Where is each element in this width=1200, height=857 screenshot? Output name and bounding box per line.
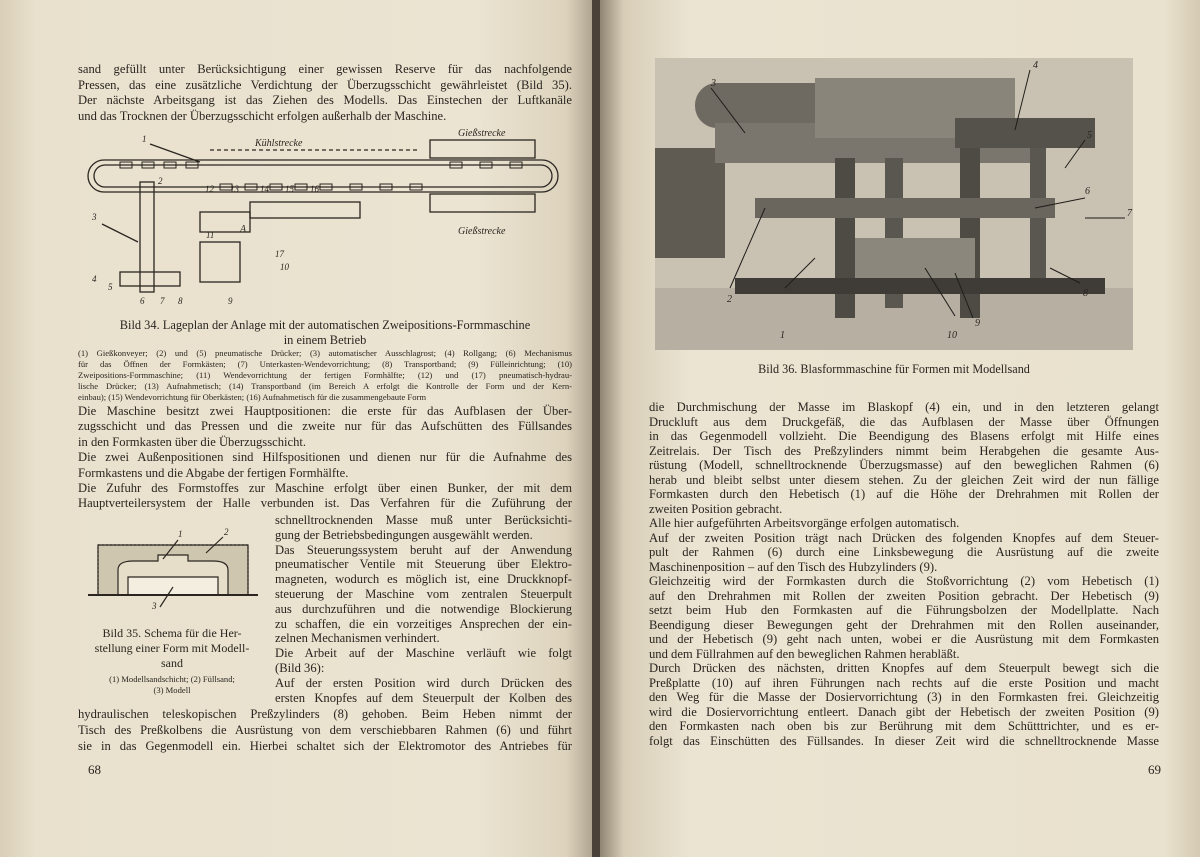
fig35-number: 2: [224, 527, 229, 537]
text-line: für das Öffnen der Formkästen; (7) Unterkasten-Wendevorrichtung; (8) Transportband; (9) Fülleinrichtung; (10): [78, 359, 572, 369]
body-paragraphs: [649, 400, 1159, 748]
text-line: Maschinenposition – auf den Tisch des Hubzylinders (9).: [649, 559, 938, 574]
caption-legend: (1) Modellsandschicht; (2) Füllsand;: [109, 674, 235, 684]
left-page: [0, 0, 596, 857]
text-line: zweiten Position gebracht.: [649, 501, 783, 516]
text-line: Das Steuerungssystem beruht auf der Anwendung: [275, 542, 572, 557]
text-line: Zeitrelais. Der Tisch des Preßzylinders nimmt beim Herabgehen die gesamte Aus-: [649, 443, 1159, 458]
text-line: und der Hebetisch (9) geht nach unten, wobei er die Ausrüstung mit dem Formkasten: [649, 632, 1159, 646]
caption-line: stellung einer Form mit Modell-: [94, 641, 250, 655]
text-line: einbau); (15) Wendevorrichtung für Oberkästen; (16) Aufnahmetisch für die zusammengebaute Form: [78, 392, 427, 402]
text-line: Alle hier aufgeführten Arbeitsvorgänge erfolgen automatisch.: [649, 516, 960, 530]
figure-number-label: 13: [230, 184, 239, 194]
figure-34-caption: [78, 318, 572, 348]
figure-number-label: 1: [780, 330, 785, 341]
text-line: zelnen Mechanismen verhindert.: [275, 631, 440, 646]
figure-number-label: 3: [711, 78, 716, 89]
figure-number-label: 2: [158, 176, 163, 186]
figure-35-caption: [80, 626, 264, 696]
text-line: pneumatischer Ventile mit Steuerung über Elektro-: [275, 557, 572, 572]
figure-number-label: 9: [975, 318, 980, 329]
text-line: magneten, wodurch es möglich ist, eine Druckknopf-: [275, 572, 572, 587]
figure-number-label: 8: [178, 296, 183, 306]
figure-number-label: 16: [310, 184, 319, 194]
text-line: die Durchmischung der Masse im Blaskopf (4) ein, und in den letzteren gelangt: [649, 400, 1159, 414]
text-line: und dem Füllrahmen auf den beweglichen Rahmen herabläßt.: [649, 646, 960, 661]
caption-line: Bild 35. Schema für die Her-: [102, 626, 242, 640]
text-line: Die Arbeit auf der Maschine verläuft wie folgt: [275, 646, 572, 661]
text-line: Die Maschine besitzt zwei Hauptpositionen: die erste für das Aufblasen der Über-: [78, 404, 572, 418]
text-line: Formkastens und die Abgabe der fertigen Formhälfte.: [78, 465, 349, 480]
text-line: aus durchzuführen und die notwendige Blockierung: [275, 601, 572, 616]
text-line: setzt beim Hub den Formkasten auf die Führungsbolzen der Modellplatte. Nach: [649, 603, 1159, 617]
text-line: zu schaffen, die ein vorzeitiges Ansprechen der ein-: [275, 616, 572, 631]
text-line: Gleichzeitig wird der Formkasten durch die Stoßvorrichtung (2) vom Hebetisch (1): [649, 574, 1159, 588]
label-kuehlstrecke: Kühlstrecke: [255, 138, 303, 149]
figure-number-label: 8: [1083, 288, 1088, 299]
text-line: Die zwei Außenpositionen sind Hilfspositionen und dienen nur für die Aufnahme des: [78, 450, 572, 465]
text-line: Tisch des Preßkolbens die Ausrüstung von dem verschiebbaren Rahmen (6) und führt: [78, 723, 572, 737]
fig35-number: 3: [152, 601, 157, 610]
text-line: zugsschicht und das Pressen und die zweite nur für das Aufschütten des Füllsandes: [78, 419, 572, 434]
figure-34-legend: [78, 348, 572, 403]
text-line: herab und bleibt selbst unter diesem stehen. Zu der gleichen Zeit wird der nun fällige: [649, 472, 1159, 487]
text-line: Der nächste Arbeitsgang ist das Ziehen des Modells. Das Einstechen der Luftkanäle: [78, 93, 572, 108]
caption-line: Bild 34. Lageplan der Anlage mit der automatischen Zweipositions-Formmaschine: [119, 318, 531, 332]
figure-number-label: 3: [92, 212, 97, 222]
body-narrow-column: [275, 513, 572, 705]
text-line: sie in das Gegenmodell ein. Hierbei schaltet sich der Elektromotor des Antriebes für: [78, 739, 572, 753]
figure-number-label: 6: [140, 296, 145, 306]
text-line: Formkasten durch den Hebetisch (1) auf die Höhe der Drehrahmen mit Rollen der: [649, 487, 1159, 501]
right-page: [600, 0, 1200, 857]
body-end: [78, 706, 572, 754]
text-line: Druckluft aus dem Druckgefäß, die das Aufblasen der Masse über Öffnungen: [649, 414, 1159, 429]
text-line: gung der Betriebsbedingungen ausgewählt werden.: [275, 527, 533, 542]
text-line: steuerung der Maschine vom zentralen Steuerpult: [275, 586, 572, 601]
text-line: rüstung (Modell, schnelltrocknende Überzugsmasse) auf den beweglichen Rahmen (6): [649, 458, 1159, 472]
caption-line: sand: [161, 656, 183, 670]
text-line: Auf der ersten Position wird durch Drücken des: [275, 675, 572, 690]
text-line: lische Drücker; (13) Aufnahmetisch; (14) Transportband (im Bereich A erfolgt die Kontrolle der Form und der Kern-: [78, 381, 572, 391]
figure-number-label: 14: [260, 184, 269, 194]
text-line: in den Formkasten über die Überzugsschicht.: [78, 434, 307, 449]
figure-number-label: 7: [1127, 208, 1132, 219]
figure-number-label: 7: [160, 296, 165, 306]
text-line: Beendigung dieser Bewegungen geht der Drehrahmen mit den Rollen auseinander,: [649, 617, 1159, 632]
figure-number-label: 17: [275, 249, 284, 259]
label-giessstrecke-top: Gießstrecke: [458, 128, 506, 139]
text-line: Pressen, das eine zusätzliche Verdichtung der Überzugsschicht gewährleistet (Bild 35).: [78, 77, 572, 92]
text-line: Hauptverteilersystem der Halle verbunden ist. Das Verfahren für die Zuführung der: [78, 496, 572, 511]
label-area-a: A: [240, 224, 247, 235]
figure-number-label: 10: [280, 262, 289, 272]
text-line: pult der Rahmen (6) durch eine Linksbewegung die Ausrüstung auf die zweite: [649, 545, 1159, 559]
text-line: (Bild 36):: [275, 660, 325, 675]
text-line: Die Zufuhr des Formstoffes zur Maschine erfolgt über einen Bunker, der mit dem: [78, 480, 572, 495]
text-line: sand gefüllt unter Berücksichtigung einer gewissen Reserve für das nachfolgende: [78, 62, 572, 76]
figure-number-label: 2: [727, 294, 732, 305]
figure-number-label: 10: [947, 330, 957, 341]
caption-legend: (3) Modell: [153, 685, 191, 695]
figure-number-label: 4: [1033, 60, 1038, 71]
text-line: ersten Knopfes auf dem Steuerpult der Kolben des: [275, 690, 572, 705]
text-line: schnelltrocknenden Masse muß unter Berücksichti-: [275, 513, 572, 527]
text-line: den Formkasten nach oben bis zur Berührung mit dem Schütttrichter, und es er-: [649, 719, 1159, 733]
text-line: Auf der zweiten Position trägt nach Drücken des folgenden Knopfes auf dem Steuer-: [649, 530, 1159, 545]
figure-35-schema: [88, 525, 258, 610]
text-line: Zweipositions-Formmaschine; (11) Wendevorrichtung der fertigen Formhälfte; (12) und (17) pneumatisch-hydrau-: [78, 370, 572, 380]
figure-number-label: 15: [285, 184, 294, 194]
text-line: den Weg für die Masse der Dosiervorrichtung (3) in den Formkasten frei. Gleichzeitig: [649, 690, 1159, 704]
figure-number-label: 4: [92, 274, 97, 284]
text-line: in das Gegenmodell vollzieht. Die Beendigung des Blasens erfolgt mit Hilfe eines: [649, 429, 1159, 443]
text-line: auf den Drehrahmen mit Rollen der zweiten Position gebracht. Der Hebetisch (9): [649, 588, 1159, 603]
text-line: (1) Gießkonveyer; (2) und (5) pneumatische Drücker; (3) automatischer Ausschlagrost; (4) Rollgang; (6) Mechanismus: [78, 348, 572, 358]
label-giessstrecke-bottom: Gießstrecke: [458, 226, 506, 237]
figure-34-layout-plan: [80, 122, 580, 317]
figure-number-label: 5: [1087, 130, 1092, 141]
figure-36-caption: Bild 36. Blasformmaschine für Formen mit Modellsand: [758, 362, 1030, 376]
figure-number-label: 5: [108, 282, 113, 292]
fig35-number: 1: [178, 529, 183, 539]
figure-number-label: 1: [142, 134, 147, 144]
page-number: 68: [88, 762, 101, 777]
text-line: Durch Drücken des nächsten, dritten Knopfes auf dem Steuerpult bewegt sich die: [649, 661, 1159, 675]
page-number: 69: [1148, 762, 1161, 777]
intro-paragraph: [78, 62, 572, 124]
body-paragraphs: [78, 404, 572, 512]
figure-number-label: 12: [205, 184, 214, 194]
figure-36-photo: [655, 58, 1133, 350]
figure-number-label: 6: [1085, 186, 1090, 197]
text-line: und das Trocknen der Überzugsschicht erfolgen außerhalb der Maschine.: [78, 108, 447, 123]
caption-line: in einem Betrieb: [283, 333, 367, 347]
figure-number-label: 11: [206, 230, 215, 240]
text-line: folgt das Einschütten des Füllsandes. In dieser Zeit wird die schnelltrocknende Masse: [649, 733, 1159, 748]
text-line: hydraulischen teleskopischen Preßzylinders (8) gehoben. Beim Heben nimmt der: [78, 707, 572, 721]
text-line: wird die Dosiervorrichtung entleert. Danach gibt der Hebetisch der zweiten Position (9): [649, 704, 1159, 719]
text-line: Preßplatte (10) auf ihren Führungen nach rechts auf die erste Position und macht: [649, 675, 1159, 690]
figure-number-label: 9: [228, 296, 233, 306]
